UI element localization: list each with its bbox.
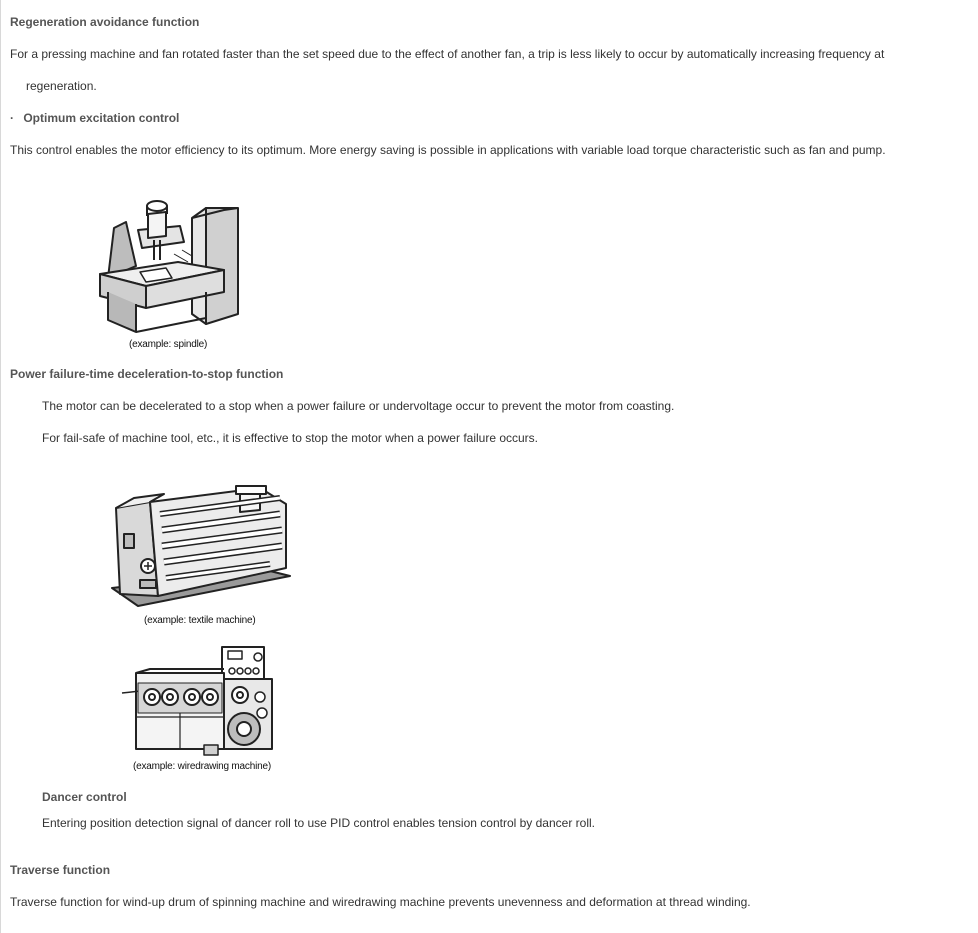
spindle-machine-illustration [96, 196, 246, 336]
wiredrawing-caption: (example: wiredrawing machine) [133, 761, 271, 772]
power-failure-text-line1: The motor can be decelerated to a stop when a power failure or undervoltage occur to prevent the motor from coasting. [42, 399, 675, 413]
excitation-heading-row [10, 110, 179, 126]
regen-text-line1: For a pressing machine and fan rotated faster than the set speed due to the effect of another fan, a trip is less likely to occur by automatically increasing frequency at [10, 47, 885, 61]
wiredrawing-machine-illustration [120, 645, 274, 759]
power-failure-text-line2: For fail-safe of machine tool, etc., it is effective to stop the motor when a power failure occurs. [42, 431, 539, 445]
regen-heading: Regeneration avoidance function [10, 15, 200, 29]
textile-caption: (example: textile machine) [144, 615, 256, 626]
dancer-heading: Dancer control [42, 790, 127, 804]
traverse-heading: Traverse function [10, 863, 111, 877]
traverse-text: Traverse function for wind-up drum of spinning machine and wiredrawing machine prevents unevenness and deformation at thread winding. [10, 895, 751, 909]
regen-text-line2: regeneration. [26, 79, 97, 93]
left-border [0, 0, 1, 933]
spindle-caption: (example: spindle) [129, 339, 208, 350]
textile-machine-illustration [110, 484, 292, 612]
dancer-text: Entering position detection signal of dancer roll to use PID control enables tension control by dancer roll. [42, 816, 595, 830]
bullet-mark: · [10, 111, 14, 125]
excitation-heading: Optimum excitation control [23, 111, 180, 125]
power-failure-heading: Power failure-time deceleration-to-stop function [10, 367, 284, 381]
excitation-text: This control enables the motor efficiency to its optimum. More energy saving is possible in applications with variable load torque characteristic such as fan and pump. [10, 143, 886, 157]
